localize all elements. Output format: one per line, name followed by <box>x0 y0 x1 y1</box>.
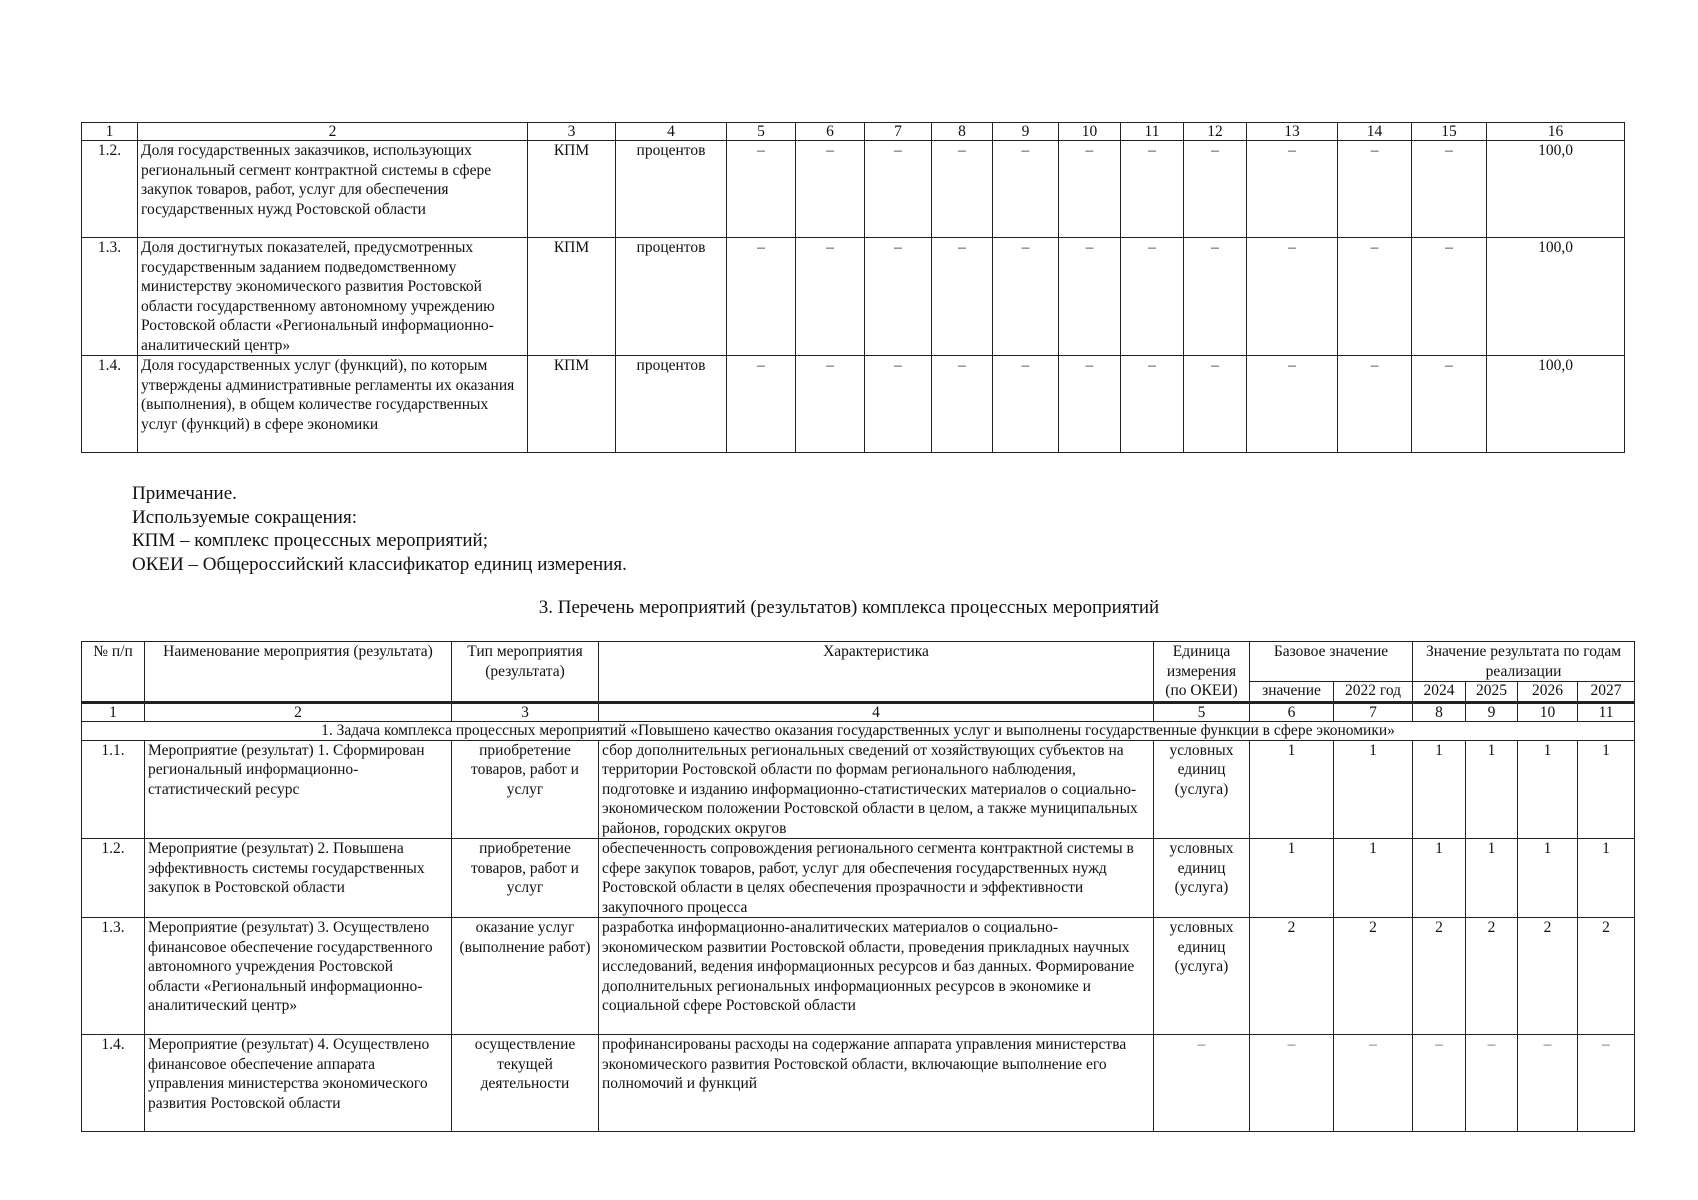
note-title: Примечание. <box>132 483 237 504</box>
indicator-unit: процентов <box>616 141 727 238</box>
empty-value: – <box>1184 141 1247 238</box>
table1-col-header: 14 <box>1338 123 1412 141</box>
activities-table <box>81 641 1635 1132</box>
table1-col-header: 12 <box>1184 123 1247 141</box>
empty-value: – <box>865 141 932 238</box>
col-number: 1 <box>82 702 145 721</box>
activity-type: приобретение товаров, работ и услуг <box>452 740 599 839</box>
col-number: 2 <box>145 702 452 721</box>
empty-value: – <box>1412 356 1487 453</box>
table1-col-header: 11 <box>1121 123 1184 141</box>
table1-col-header: 4 <box>616 123 727 141</box>
empty-value: – <box>1121 141 1184 238</box>
header-result: Значение результата по годам реализации <box>1413 642 1635 682</box>
row-number: 1.3. <box>82 238 138 356</box>
empty-value: – <box>1059 356 1121 453</box>
activity-unit: – <box>1154 1035 1250 1132</box>
activity-unit: условных единиц (услуга) <box>1154 740 1250 839</box>
empty-value: – <box>1247 238 1338 356</box>
header-year: 2024 <box>1413 682 1466 702</box>
value-cell: 1 <box>1413 740 1466 839</box>
value-cell: – <box>1334 1035 1413 1132</box>
col-number: 9 <box>1466 702 1518 721</box>
note-abbrev-kpm: КПМ – комплекс процессных мероприятий; <box>132 530 488 551</box>
table1-col-header: 16 <box>1487 123 1625 141</box>
header-base-year: 2022 год <box>1334 682 1413 702</box>
col-number: 4 <box>599 702 1154 721</box>
activity-type: приобретение товаров, работ и услуг <box>452 839 599 918</box>
value-cell: 2 <box>1334 918 1413 1035</box>
activity-type: осуществление текущей деятельности <box>452 1035 599 1132</box>
row-number: 1.4. <box>82 356 138 453</box>
col-number: 5 <box>1154 702 1250 721</box>
empty-value: – <box>1338 238 1412 356</box>
table1-col-header: 8 <box>932 123 993 141</box>
value-cell: – <box>1578 1035 1635 1132</box>
value-cell: – <box>1250 1035 1334 1132</box>
empty-value: – <box>1338 141 1412 238</box>
activity-characteristic: разработка информационно-аналитических материалов о социально-экономическом развитии Ростовской области, проведения прикладных научных исследований, ведения информационных ресурсов и баз данных. Формирование дополнительных региональных информационных ресурсов в экономике и социальной сфере Ростовской области <box>599 918 1154 1035</box>
value-cell: 2 <box>1578 918 1635 1035</box>
empty-value: – <box>993 356 1059 453</box>
table1-col-header: 13 <box>1247 123 1338 141</box>
empty-value: – <box>1412 141 1487 238</box>
task-row <box>82 721 1635 740</box>
empty-value: – <box>796 356 865 453</box>
activity-name: Мероприятие (результат) 2. Повышена эффективность системы государственных закупок в Ростовской области <box>145 839 452 918</box>
target-value: 100,0 <box>1487 238 1625 356</box>
empty-value: – <box>727 356 796 453</box>
value-cell: – <box>1413 1035 1466 1132</box>
table1-col-header: 15 <box>1412 123 1487 141</box>
indicator-type: КПМ <box>528 238 616 356</box>
empty-value: – <box>865 356 932 453</box>
header-base: Базовое значение <box>1250 642 1413 682</box>
notes-block <box>132 482 627 576</box>
empty-value: – <box>932 238 993 356</box>
header-num: № п/п <box>82 642 145 703</box>
col-number: 6 <box>1250 702 1334 721</box>
indicator-type: КПМ <box>528 141 616 238</box>
empty-value: – <box>1059 141 1121 238</box>
activity-name: Мероприятие (результат) 4. Осуществлено финансовое обеспечение аппарата управления министерства экономического развития Ростовской области <box>145 1035 452 1132</box>
empty-value: – <box>865 238 932 356</box>
indicator-name: Доля государственных услуг (функций), по которым утверждены административные регламенты их оказания (выполнения), в общем количестве государственных услуг (функций) в сфере экономики <box>138 356 528 453</box>
indicators-table <box>81 122 1625 453</box>
note-abbrev-okei: ОКЕИ – Общероссийский классификатор единиц измерения. <box>132 553 627 575</box>
empty-value: – <box>1412 238 1487 356</box>
table-row <box>82 141 1625 238</box>
row-number: 1.3. <box>82 918 145 1035</box>
table-row <box>82 238 1625 356</box>
header-name: Наименование мероприятия (результата) <box>145 642 452 703</box>
value-cell: 2 <box>1466 918 1518 1035</box>
table1-col-header: 2 <box>138 123 528 141</box>
value-cell: 1 <box>1578 839 1635 918</box>
empty-value: – <box>1059 238 1121 356</box>
table1-col-header: 10 <box>1059 123 1121 141</box>
header-type: Тип мероприятия (результата) <box>452 642 599 703</box>
activity-characteristic: сбор дополнительных региональных сведений от хозяйствующих субъектов на территории Ростовской области по формам регионального наблюдения, подготовке и изданию информационно-статистических материалов о социально-экономическом положении Ростовской области в целом, а также муниципальных районов, городских округов <box>599 740 1154 839</box>
table-row <box>82 1035 1635 1132</box>
row-number: 1.4. <box>82 1035 145 1132</box>
empty-value: – <box>932 356 993 453</box>
empty-value: – <box>1184 238 1247 356</box>
empty-value: – <box>1247 141 1338 238</box>
row-number: 1.2. <box>82 839 145 918</box>
empty-value: – <box>993 141 1059 238</box>
table1-col-header: 9 <box>993 123 1059 141</box>
section-heading: 3. Перечень мероприятий (результатов) комплекса процессных мероприятий <box>538 597 1160 618</box>
activity-name: Мероприятие (результат) 1. Сформирован региональный информационно-статистический ресурс <box>145 740 452 839</box>
table-row <box>82 839 1635 918</box>
col-number: 8 <box>1413 702 1466 721</box>
empty-value: – <box>796 141 865 238</box>
table1-col-header: 7 <box>865 123 932 141</box>
indicator-type: КПМ <box>528 356 616 453</box>
value-cell: 1 <box>1250 740 1334 839</box>
indicator-unit: процентов <box>616 356 727 453</box>
empty-value: – <box>796 238 865 356</box>
activity-unit: условных единиц (услуга) <box>1154 839 1250 918</box>
activity-type: оказание услуг (выполнение работ) <box>452 918 599 1035</box>
value-cell: 2 <box>1250 918 1334 1035</box>
value-cell: 1 <box>1334 740 1413 839</box>
value-cell: 1 <box>1578 740 1635 839</box>
table-row <box>82 918 1635 1035</box>
indicator-unit: процентов <box>616 238 727 356</box>
value-cell: 1 <box>1413 839 1466 918</box>
activity-unit: условных единиц (услуга) <box>1154 918 1250 1035</box>
value-cell: 2 <box>1518 918 1578 1035</box>
table1-col-header: 1 <box>82 123 138 141</box>
empty-value: – <box>1184 356 1247 453</box>
task-title: 1. Задача комплекса процессных мероприятий «Повышено качество оказания государственных услуг и выполнены государственные функции в сфере экономики» <box>82 721 1635 740</box>
col-number: 11 <box>1578 702 1635 721</box>
indicator-name: Доля достигнутых показателей, предусмотренных государственным заданием подведомственному министерству экономического развития Ростовской области государственному автономному учреждению Ростовской области «Региональный информационно-аналитический центр» <box>138 238 528 356</box>
note-abbrev-title: Используемые сокращения: <box>132 506 357 528</box>
empty-value: – <box>1338 356 1412 453</box>
value-cell: 1 <box>1466 839 1518 918</box>
empty-value: – <box>1247 356 1338 453</box>
col-number: 10 <box>1518 702 1578 721</box>
header-year: 2025 <box>1466 682 1518 702</box>
col-number: 7 <box>1334 702 1413 721</box>
header-year: 2027 <box>1578 682 1635 702</box>
target-value: 100,0 <box>1487 141 1625 238</box>
header-unit: Единица измерения (по ОКЕИ) <box>1154 642 1250 703</box>
indicator-name: Доля государственных заказчиков, использующих региональный сегмент контрактной системы в сфере закупок товаров, работ, услуг для обеспечения государственных нужд Ростовской области <box>138 141 528 238</box>
empty-value: – <box>932 141 993 238</box>
activity-characteristic: обеспеченность сопровождения регионального сегмента контрактной системы в сфере закупок товаров, работ, услуг для обеспечения государственных нужд Ростовской области в целях обеспечения прозрачности и эффективности закупочного процесса <box>599 839 1154 918</box>
empty-value: – <box>727 238 796 356</box>
value-cell: 1 <box>1466 740 1518 839</box>
header-year: 2026 <box>1518 682 1578 702</box>
table-row <box>82 740 1635 839</box>
value-cell: – <box>1466 1035 1518 1132</box>
table1-col-header: 5 <box>727 123 796 141</box>
target-value: 100,0 <box>1487 356 1625 453</box>
col-number: 3 <box>452 702 599 721</box>
activity-name: Мероприятие (результат) 3. Осуществлено финансовое обеспечение государственного автономного учреждения Ростовской области «Региональный информационно-аналитический центр» <box>145 918 452 1035</box>
header-base-value: значение <box>1250 682 1334 702</box>
table1-col-header: 3 <box>528 123 616 141</box>
value-cell: 1 <box>1518 740 1578 839</box>
value-cell: 1 <box>1518 839 1578 918</box>
activity-characteristic: профинансированы расходы на содержание аппарата управления министерства экономического развития Ростовской области, включающие выполнение его полномочий и функций <box>599 1035 1154 1132</box>
value-cell: – <box>1518 1035 1578 1132</box>
empty-value: – <box>1121 356 1184 453</box>
table-row <box>82 356 1625 453</box>
value-cell: 1 <box>1250 839 1334 918</box>
header-characteristic: Характеристика <box>599 642 1154 703</box>
empty-value: – <box>1121 238 1184 356</box>
empty-value: – <box>993 238 1059 356</box>
value-cell: 1 <box>1334 839 1413 918</box>
empty-value: – <box>727 141 796 238</box>
table1-header-row <box>82 123 1625 141</box>
row-number: 1.1. <box>82 740 145 839</box>
value-cell: 2 <box>1413 918 1466 1035</box>
table2-colnum-row <box>82 702 1635 721</box>
table2-header-row <box>82 642 1635 682</box>
table1-col-header: 6 <box>796 123 865 141</box>
row-number: 1.2. <box>82 141 138 238</box>
